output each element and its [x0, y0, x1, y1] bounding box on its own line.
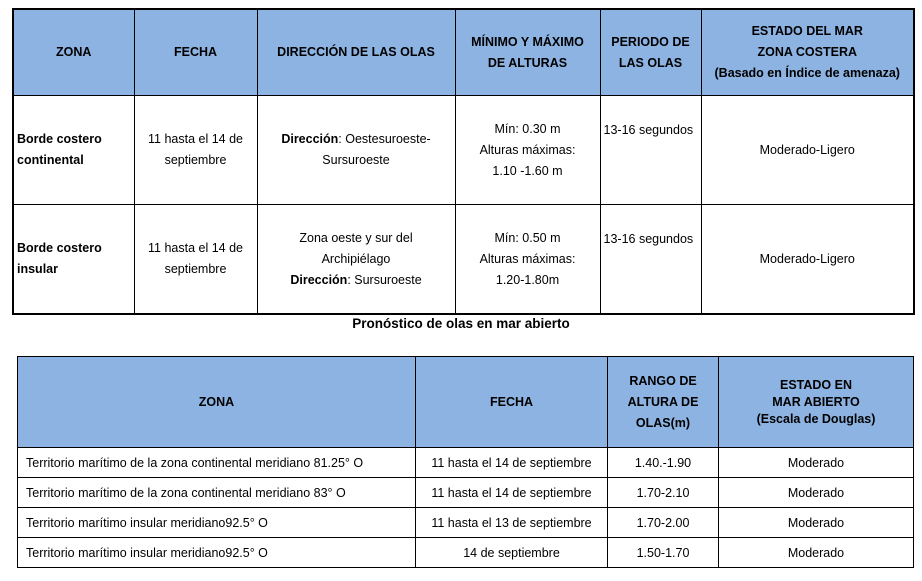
header-estado: ESTADO EN MAR ABIERTO (Escala de Douglas) — [719, 357, 914, 448]
header-fecha: FECHA — [134, 9, 257, 96]
header-periodo: PERIODO DE LAS OLAS — [600, 9, 701, 96]
cell-alturas: Mín: 0.50 m Alturas máximas: 1.20-1.80m — [455, 205, 600, 315]
table-row — [18, 478, 914, 508]
cell-zona: Territorio marítimo de la zona continental meridiano 83° O — [18, 478, 416, 508]
open-sea-title: Pronóstico de olas en mar abierto — [352, 316, 570, 331]
header-alturas: MÍNIMO Y MÁXIMO DE ALTURAS — [455, 9, 600, 96]
header-rango: RANGO DE ALTURA DE OLAS(m) — [608, 357, 719, 448]
header-estado: ESTADO DEL MAR ZONA COSTERA (Basado en Índice de amenaza) — [701, 9, 914, 96]
cell-rango: 1.40.-1.90 — [608, 448, 719, 478]
cell-estado: Moderado — [719, 448, 914, 478]
coastal-forecast-table — [12, 8, 915, 315]
table-row — [18, 538, 914, 568]
cell-zona: Borde costero insular — [13, 205, 134, 315]
cell-estado: Moderado-Ligero — [701, 96, 914, 205]
cell-rango: 1.70-2.00 — [608, 508, 719, 538]
cell-estado: Moderado — [719, 538, 914, 568]
cell-fecha: 11 hasta el 14 de septiembre — [416, 448, 608, 478]
cell-zona: Territorio marítimo insular meridiano92.5° O — [18, 538, 416, 568]
cell-fecha: 11 hasta el 14 de septiembre — [416, 478, 608, 508]
cell-rango: 1.70-2.10 — [608, 478, 719, 508]
header-zona: ZONA — [13, 9, 134, 96]
cell-fecha: 11 hasta el 14 de septiembre — [134, 96, 257, 205]
cell-rango: 1.50-1.70 — [608, 538, 719, 568]
header-zona: ZONA — [18, 357, 416, 448]
cell-fecha: 14 de septiembre — [416, 538, 608, 568]
cell-direccion: Zona oeste y sur del Archipiélago Dirección: Sursuroeste — [257, 205, 455, 315]
table-header-row — [13, 9, 914, 96]
cell-zona: Borde costero continental — [13, 96, 134, 205]
cell-periodo: 13-16 segundos — [600, 96, 701, 205]
cell-direccion: Dirección: Oestesuroeste- Sursuroeste — [257, 96, 455, 205]
cell-zona: Territorio marítimo insular meridiano92.5° O — [18, 508, 416, 538]
table-row — [13, 205, 914, 315]
table-row — [18, 508, 914, 538]
cell-estado: Moderado — [719, 478, 914, 508]
cell-fecha: 11 hasta el 13 de septiembre — [416, 508, 608, 538]
table-header-row — [18, 357, 914, 448]
cell-zona: Territorio marítimo de la zona continental meridiano 81.25° O — [18, 448, 416, 478]
cell-estado: Moderado — [719, 508, 914, 538]
table-row — [13, 96, 914, 205]
cell-alturas: Mín: 0.30 m Alturas máximas: 1.10 -1.60 m — [455, 96, 600, 205]
cell-estado: Moderado-Ligero — [701, 205, 914, 315]
cell-fecha: 11 hasta el 14 de septiembre — [134, 205, 257, 315]
cell-periodo: 13-16 segundos — [600, 205, 701, 315]
header-direccion: DIRECCIÓN DE LAS OLAS — [257, 9, 455, 96]
open-sea-forecast-table — [17, 356, 914, 568]
table-row — [18, 448, 914, 478]
header-fecha: FECHA — [416, 357, 608, 448]
